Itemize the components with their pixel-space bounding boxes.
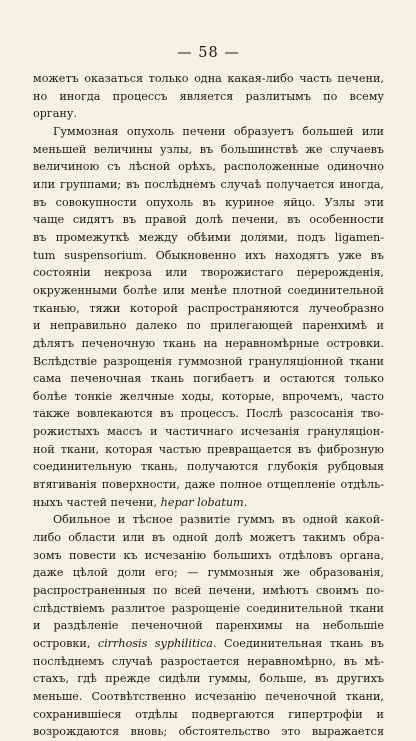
text-line: окруженными болѣе или менѣе плотной соединительной <box>33 283 384 297</box>
text-line: втягиванія поверхности, даже полное отщепленіе отдѣль- <box>33 478 384 492</box>
text-line: распространенныя по всей печени, имѣютъ своимъ по- <box>33 584 384 598</box>
text-line: либо области или въ одной долѣ можетъ такимъ обра- <box>33 531 384 545</box>
text-line: ной ткани, которая частью превращается въ фиброзную <box>33 442 384 456</box>
text-line: Гуммозная опухоль печени образуетъ большей или <box>53 124 384 138</box>
text-line: рожистыхъ массъ и частичнаго исчезанія грануляціон- <box>33 425 384 439</box>
text-line: меньше. Соотвѣтственно исчезанію печеночной ткани, <box>33 689 384 703</box>
paragraph-1 <box>33 70 384 123</box>
text-line: можетъ оказаться только одна какая-либо часть печени, <box>33 72 384 85</box>
text-line: Вслѣдствіе разрощенія гуммозной грануляціонной ткани <box>33 354 384 368</box>
text-line: въ совокупности опухоль въ куриное яйцо. Узлы эти <box>33 195 384 209</box>
text-line: или группами; въ послѣднемъ случаѣ получается иногда, <box>33 177 384 191</box>
text-line: сохранившіеся отдѣлы подвергаются гипертрофіи и <box>33 707 384 721</box>
text-line: ныхъ частей печени, hepar lobatum. <box>33 495 248 509</box>
text-line: величиною съ лѣсной орѣхъ, расположенные одиночно <box>33 160 384 174</box>
text-line: также вовлекаются въ процессъ. Послѣ разсосанія тво- <box>33 407 384 421</box>
text-line: островки, cirrhosis syphilitica. Соединительная ткань въ <box>33 637 384 650</box>
text-line: меньшей величины узлы, въ большинствѣ же случаевъ <box>33 142 384 156</box>
text-line: послѣднемъ случаѣ разростается неравномѣрно, въ мѣ- <box>33 654 384 668</box>
text-line: чаще сидятъ въ правой долѣ печени, въ особенности <box>33 213 384 227</box>
text-line: органу. <box>33 107 78 121</box>
text-line: возрождаются вновь; обстоятельство это выражается <box>33 725 384 739</box>
latin-term: hepar lobatum <box>160 495 244 509</box>
text-line: въ промежуткѣ между обѣими долями, подъ ligamen- <box>33 230 384 244</box>
text-line: но иногда процессъ является разлитымъ по всему <box>33 89 384 103</box>
text-line: и неправильно далеко по прилегающей паренхимѣ и <box>33 319 384 333</box>
text-line: соединительную ткань, получаются глубокія рубцовыя <box>33 460 384 474</box>
text-line: Обильное и тѣсное развитіе гуммъ въ одной какой- <box>53 513 384 527</box>
text-line: даже цѣлой доли его; — гуммозныя же образованія, <box>33 566 384 580</box>
text-line: зомъ повести къ исчезанію большихъ отдѣловъ органа, <box>33 548 384 562</box>
text-line: тканью, тяжи которой распространяются лучеобразно <box>33 301 384 315</box>
paragraph-2 <box>33 123 384 511</box>
text-line: дѣлятъ печеночную ткань на неравномѣрные островки. <box>33 336 384 350</box>
text-line: состояніи некроза или творожистаго перерожденія, <box>33 266 384 280</box>
text-line: слѣдствіемъ разлитое разрощеніе соединительной ткани <box>33 601 384 615</box>
paragraph-3 <box>33 511 384 741</box>
page-number: — 58 — <box>177 45 240 61</box>
text-line: сама печеночная ткань погибаетъ и остаются только <box>33 372 384 386</box>
text-line: стахъ, гдѣ прежде сидѣли гуммы, больше, въ другихъ <box>33 672 384 686</box>
latin-term: cirrhosis syphilitica <box>97 637 213 650</box>
text-line: tum suspensorium. Обыкновенно ихъ находятъ уже въ <box>33 248 384 262</box>
text-line: болѣе тонкіе желчные ходы, которые, впрочемъ, часто <box>33 389 384 403</box>
text-line: и раздѣленіе печеночной паренхимы на небольшіе <box>33 619 384 633</box>
